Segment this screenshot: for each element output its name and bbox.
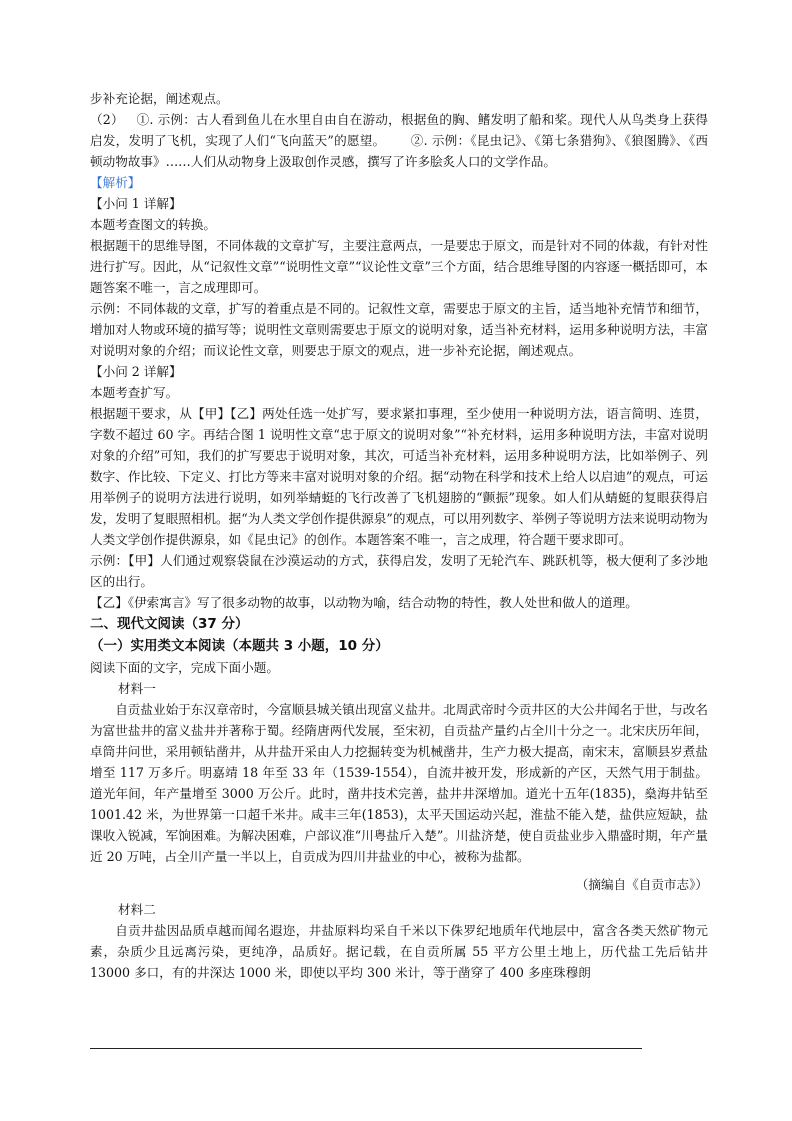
material-1-text: 自贡盐业始于东汉章帝时，今富顺县城关镇出现富义盐井。北周武帝时今贡井区的大公井闻名于世，与改名为富世盐井的富义盐井并著称于蜀。经隋唐两代发展，至宋初，自贡盐产量约占全川十分之一。北宋庆历年间，卓筒井问世，采用顿钻凿井，从井盐开采由人力挖掘转变为机械凿井，生产力极大提高，南宋末，富顺县岁煮盐增至 117 万多斤。明嘉靖 18 年至 33 年（1539-1554），自流井被开发，形成新的产区，天然气用于制盐。道光年间，年产量增至 3000 万公斤。此时，凿井技术完善，盐井井深增加。道光十五年(1835)，燊海井钻至 1001.42 米，为世界第一口超千米井。咸丰三年(1853)，太平天国运动兴起，淮盐不能入楚，盐供应短缺，盐课收入锐减，军饷困难。为解决困难，户部议准“川粤盐斤入楚”。川盐济楚，使自贡盐业步入鼎盛时期，年产量近 20 万吨，占全川产量一半以上，自贡成为四川井盐业的中心，被称为盐都。 bbox=[90, 702, 708, 864]
instruction: 阅读下面的文字，完成下面小题。 bbox=[90, 660, 279, 675]
section-title: 二、现代文阅读（37 分） bbox=[90, 616, 249, 632]
subquestion-2-topic: 本题考查扩写。 bbox=[90, 385, 179, 400]
text-line: 步补充论据，阐述观点。 bbox=[90, 91, 229, 106]
subquestion-2-example-yi: 【乙】《伊索寓言》写了很多动物的故事，以动物为喻，结合动物的特性，教人处世和做人的道理。 bbox=[90, 595, 638, 610]
material-1-source: （摘编自《自贡市志》） bbox=[575, 877, 708, 892]
subquestion-2-explanation: 根据题干要求，从【甲】【乙】两处任选一处扩写，要求紧扣事理，至少使用一种说明方法，语言简明、连贯，字数不超过 60 字。再结合图 1 说明性文章“忠于原文的说明对象”“补充材料，运用多种说明方法，丰富对说明对象的介绍”可知，我们的扩写要忠于说明对象，其次，可适当补充材料，运用多种说明方法，比如举例子、列数字、作比较、下定义、打比方等来丰富对说明对象的介绍。据“动物在科学和技术上给人以启迪”的观点，可运用举例子的说明方法进行说明，如列举蜻蜓的飞行改善了飞机翅膀的“颤振”现象。如人们从蜻蜓的复眼获得启发，发明了复眼照相机。据“为人类文学创作提供源泉”的观点，可以用列数字、举例子等说明方法来说明动物为人类文学创作提供源泉，如《昆虫记》的创作。本题答案不唯一，言之成理，符合题干要求即可。 bbox=[90, 406, 708, 547]
subquestion-1-explanation: 根据题干的思维导图，不同体裁的文章扩写，主要注意两点，一是要忠于原文，而是针对不同的体裁，有针对性进行扩写。因此，从“记叙性文章”“说明性文章”“议论性文章”三个方面，结合思维导图的内容逐一概括即可，本题答案不唯一，言之成理即可。 bbox=[90, 238, 708, 295]
subquestion-1-heading: 【小问 1 详解】 bbox=[90, 196, 182, 211]
subquestion-1-example: 示例：不同体裁的文章，扩写的着重点是不同的。记叙性文章，需要忠于原文的主旨，适当地补充情节和细节，增加对人物或环境的描写等；说明性文章则需要忠于原文的说明对象，适当补充材料，运用多种说明方法，丰富对说明对象的介绍；而议论性文章，则要忠于原文的观点，进一步补充论据，阐述观点。 bbox=[90, 301, 708, 358]
material-2-text: 自贡井盐因品质卓越而闻名遐迩，井盐原料均采自千米以下侏罗纪地质年代地层中，富含各类天然矿物元素，杂质少且远离污染，更纯净，品质好。据记载，在自贡所属 55 平方公里土地上，历代盐工先后钻井 13000 多口，有的井深达 1000 米，即使以平均 300 米计，等于凿穿了 400 多座珠穆朗 bbox=[90, 923, 708, 980]
subquestion-1-topic: 本题考查图文的转换。 bbox=[90, 217, 216, 232]
subquestion-2-example-jia: 示例：【甲】人们通过观察袋鼠在沙漠运动的方式，获得启发，发明了无轮汽车、跳跃机等，极大便利了多沙地区的出行。 bbox=[90, 553, 708, 589]
material-2-label: 材料二 bbox=[118, 902, 156, 917]
answer-2: （2） ①. 示例：古人看到鱼儿在水里自由自在游动，根据鱼的胸、鳍发明了船和桨。现代人从鸟类身上获得启发，发明了飞机，实现了人们“飞向蓝天”的愿望。 ②. 示例：《昆虫记》、《第七条猎狗》、《狼图腾》、《西顿动物故事》……人们从动物身上汲取创作灵感，撰写了许多脍炙人口的文学作品。 bbox=[90, 112, 708, 169]
subquestion-2-heading: 【小问 2 详解】 bbox=[90, 364, 182, 379]
analysis-heading: 【解析】 bbox=[90, 175, 141, 190]
subsection-title: （一）实用类文本阅读（本题共 3 小题，10 分） bbox=[90, 638, 389, 654]
material-1-label: 材料一 bbox=[118, 681, 156, 696]
document-body bbox=[90, 88, 708, 983]
footer-divider bbox=[90, 1048, 642, 1049]
